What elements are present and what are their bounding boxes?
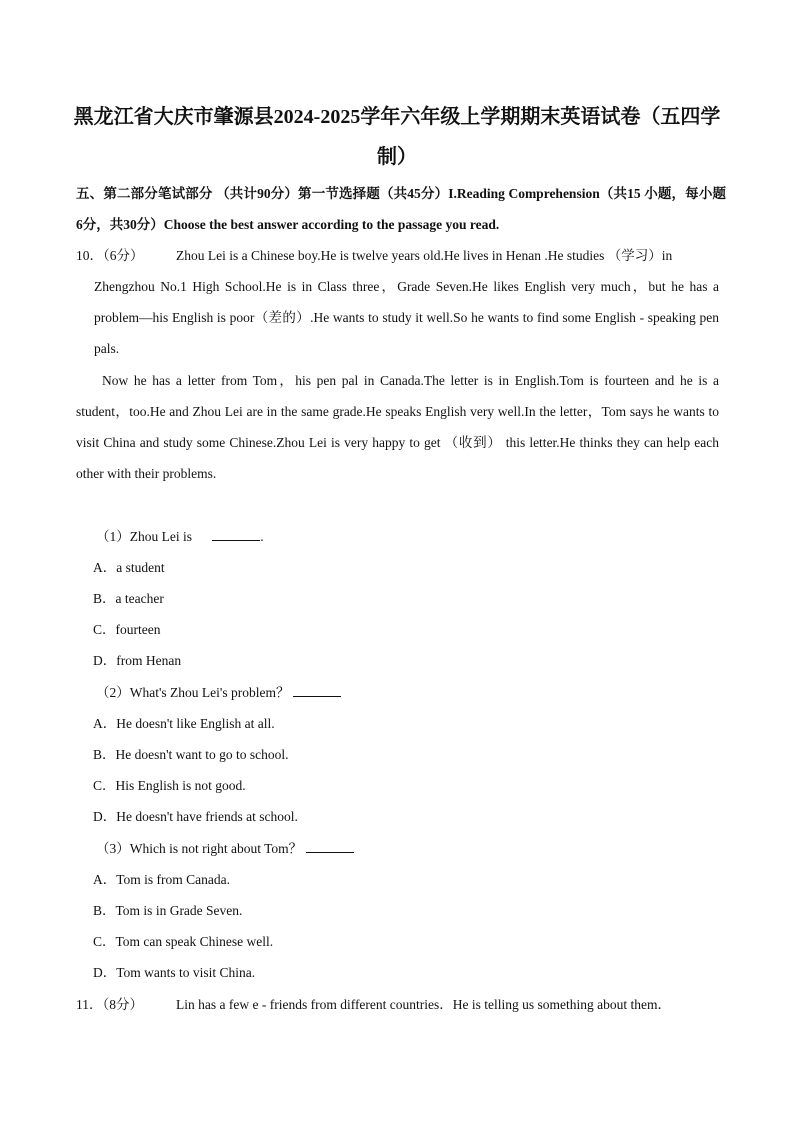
- section-header: 五、第二部分笔试部分 （共计90分）第一节选择题（共45分）I.Reading Comprehension（共15 小题，每小题6分，共30分）Choose the best answer according to the passage you read.: [76, 186, 726, 232]
- question-10-header: [76, 240, 721, 271]
- option-d[interactable]: D．He doesn't have friends at school.: [93, 809, 298, 824]
- option-c[interactable]: C．fourteen: [93, 622, 161, 637]
- question-11-text: Lin has a few e - friends from different countries．He is telling us something about them．: [176, 997, 672, 1012]
- option-b[interactable]: B．a teacher: [93, 591, 164, 606]
- option-c[interactable]: C．Tom can speak Chinese well.: [93, 934, 274, 949]
- passage-paragraph-1: Zhou Lei is a Chinese boy.He is twelve years old.He lives in Henan .He studies （学习）in: [176, 248, 673, 263]
- option-d[interactable]: D．from Henan: [93, 653, 182, 668]
- option-c[interactable]: C．His English is not good.: [93, 778, 246, 793]
- question-10-2-stem: （2）What's Zhou Lei's problem？: [96, 683, 341, 703]
- option-b[interactable]: B．Tom is in Grade Seven.: [93, 903, 243, 918]
- option-a[interactable]: A．Tom is from Canada.: [93, 872, 231, 887]
- option-a[interactable]: A．a student: [93, 560, 165, 575]
- passage-paragraph-1-continued: Zhengzhou No.1 High School.He is in Class three，Grade Seven.He likes English very much，but he has a problem—his English is poor（差的）.He wants to study it well.So he wants to find some English - speaking pen pals.: [94, 279, 719, 356]
- passage-paragraph-2: Now he has a letter from Tom，his pen pal in Canada.The letter is in English.Tom is fourteen and he is a student，too.He and Zhou Lei are in the same grade.He speaks English very well.In the letter，Tom says he wants to visit China and study some Chinese.Zhou Lei is very happy to get （收到） this letter.He thinks they can help each other with their problems.: [76, 373, 719, 481]
- option-b[interactable]: B．He doesn't want to go to school.: [93, 747, 289, 762]
- answer-blank[interactable]: [212, 528, 260, 541]
- answer-blank[interactable]: [293, 684, 341, 697]
- question-10-number: 10．（6分）: [76, 248, 144, 263]
- question-10-1-stem: （1）Zhou Lei is .: [96, 529, 264, 544]
- question-10-3-stem: （3）Which is not right about Tom？: [96, 839, 354, 859]
- answer-blank[interactable]: [306, 840, 354, 853]
- question-11-number: 11．（8分）: [76, 997, 143, 1012]
- question-11-header: [76, 995, 671, 1015]
- option-d[interactable]: D．Tom wants to visit China.: [93, 965, 256, 980]
- exam-title: 黑龙江省大庆市肇源县2024-2025学年六年级上学期期末英语试卷（五四学制）: [73, 106, 721, 168]
- option-a[interactable]: A．He doesn't like English at all.: [93, 716, 275, 731]
